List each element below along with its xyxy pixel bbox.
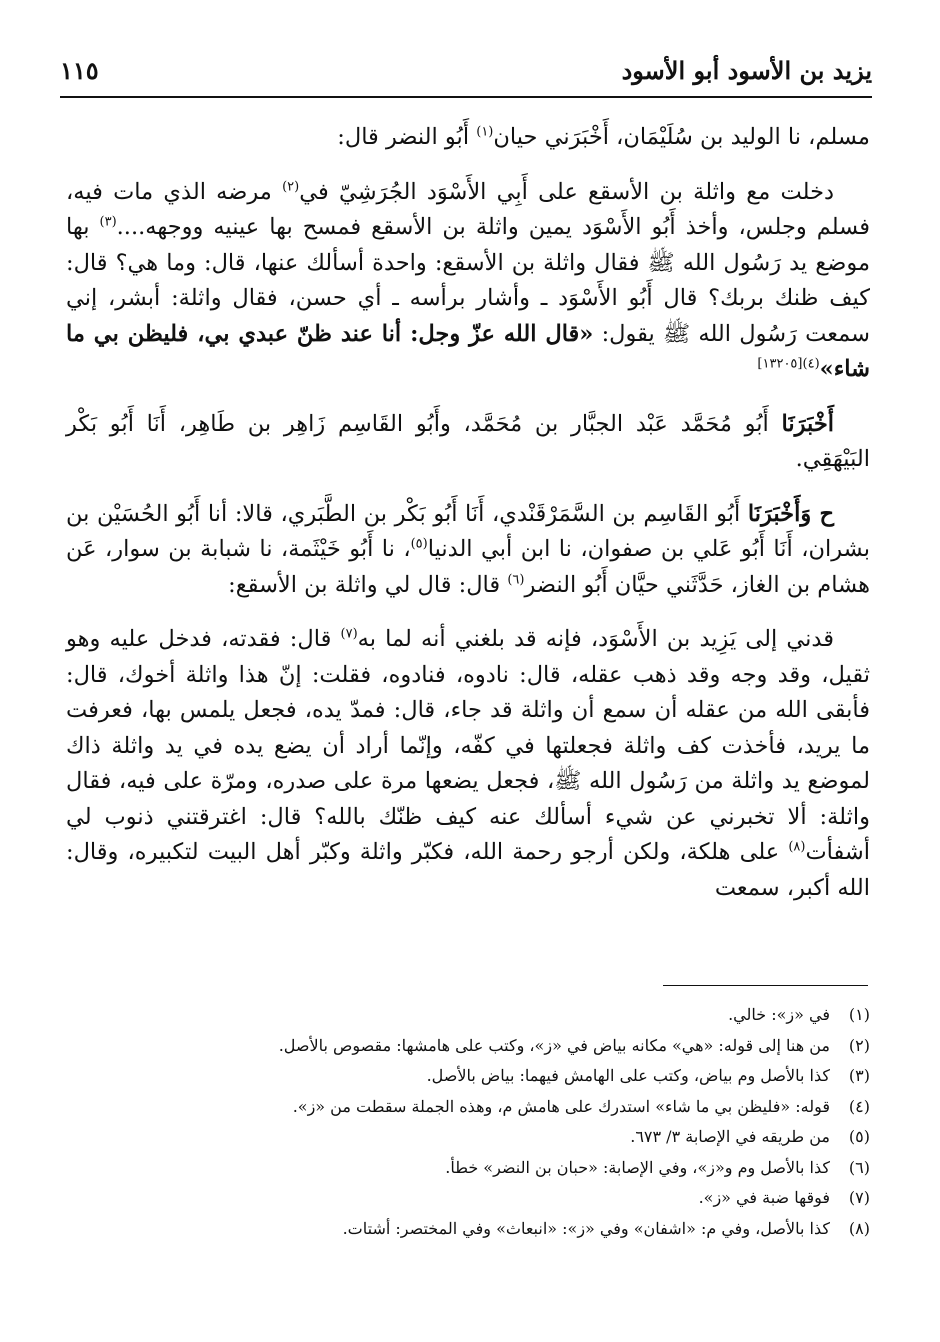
footnote-number: (١) bbox=[848, 1005, 870, 1024]
text-run: على هلكة، ولكن أرجو رحمة الله، فكبّر واثلة وكبّر أهل البيت لتكبيره، وقال: الله أكبر، سمعت bbox=[66, 839, 870, 901]
text-run: قال: قال لي واثلة بن الأسقع: bbox=[228, 571, 508, 598]
footnote-text: كذا بالأصل وم و«ز»، وفي الإصابة: «حبان بن النضر» خطأ. bbox=[445, 1157, 830, 1177]
footnote-ref: [١٣٢٠٥] bbox=[757, 356, 803, 372]
bold-text: ح وَأَخْبَرَنَا bbox=[747, 500, 834, 527]
footnote-ref: (٨) bbox=[788, 839, 806, 855]
text-run: دخلت مع واثلة بن الأسقع على أَبِي الأَسْوَد الجُرَشِيّ في bbox=[299, 178, 835, 205]
paragraph bbox=[66, 175, 870, 388]
footnote-text: كذا بالأصل وم بياض، وكتب على الهامش فيهما: بياض بالأصل. bbox=[426, 1066, 830, 1085]
footnote bbox=[66, 1031, 870, 1062]
bold-text: «قال الله عزّ وجل: أنا عند ظنّ عبدي بي، فليظن بي ما شاء» bbox=[66, 320, 870, 382]
footnote-text: من هنا إلى قوله: «هي» مكانه بياض في «ز»، وكتب على هامشها: مقصوص بالأصل. bbox=[278, 1035, 830, 1055]
footnote-text: من طريقه في الإصابة ٣/ ٦٧٣. bbox=[630, 1127, 830, 1146]
paragraph bbox=[66, 497, 870, 604]
page-number: ١١٥ bbox=[60, 56, 99, 85]
footnote-number: (٤) bbox=[848, 1096, 870, 1116]
text-run: مرضه الذي مات فيه، فسلم وجلس، وأخذ أَبُو الأَسْوَد يمين واثلة بن الأسقع فمسح بها عينيه ووجهه.... bbox=[66, 178, 870, 240]
footnote-ref: (١) bbox=[476, 124, 494, 140]
running-title: يزيد بن الأسود أبو الأسود bbox=[621, 56, 872, 85]
paragraph bbox=[66, 622, 870, 906]
footnote-text: في «ز»: خالي. bbox=[728, 1005, 830, 1024]
footnote-text: قوله: «فليظن بي ما شاء» استدرك على هامش م، وهذه الجملة سقطت من «ز». bbox=[292, 1096, 830, 1116]
footnote bbox=[66, 1122, 870, 1153]
footnote-text: فوقها ضبة في «ز». bbox=[698, 1188, 830, 1207]
footnote-ref: (٣) bbox=[99, 214, 117, 230]
text-run: أَبُو مُحَمَّد عَبْد الجبَّار بن مُحَمَّد، وأَبُو القَاسِم زَاهِر بن طَاهِر، أَنَا أَبُو بَكْر البَيْهَقِي. bbox=[66, 410, 870, 472]
footnote-number: (٥) bbox=[848, 1127, 870, 1146]
footnote bbox=[66, 1000, 870, 1031]
text-run: مسلم، نا الوليد بن سُلَيْمَان، أَخْبَرَني حيان bbox=[493, 124, 870, 150]
footnote-number: (٦) bbox=[848, 1157, 870, 1177]
footnote-number: (٢) bbox=[848, 1035, 870, 1055]
footnotes bbox=[66, 1000, 870, 1244]
footnote-ref: (٢) bbox=[282, 179, 300, 194]
footnote-number: (٧) bbox=[848, 1188, 870, 1207]
text-run: قدني إلى يَزِيد بن الأَسْوَد، فإنه قد بلغني أنه لما به bbox=[357, 626, 834, 652]
paragraph bbox=[66, 407, 870, 478]
footnote-ref: (٧) bbox=[340, 626, 358, 642]
footnote-number: (٨) bbox=[848, 1218, 870, 1238]
text-run: أَبُو القَاسِم بن السَّمَرْقَنْدي، أَنَا أَبُو بَكْر بن الطَّبَري، قالا: أنا أَبُو الحُسَيْن بن بشران، أَنَا أَبُو عَلي بن صفوان، نا ابن أبي الدنيا bbox=[66, 500, 870, 562]
footnote bbox=[66, 1153, 870, 1184]
text-run: أَبُو النضر قال: bbox=[337, 124, 477, 150]
text-run: ، نا أَبُو خَيْثَمة، نا شبابة بن سوار، عَن هشام بن الغاز، حَدَّثَني حيَّان أَبُو النضر bbox=[66, 536, 870, 598]
footnote-ref: (٤) bbox=[802, 356, 820, 372]
footnote-ref: (٥) bbox=[410, 536, 428, 552]
footnote-text: كذا بالأصل، وفي م: «اشفان» وفي «ز»: «انبعاث» وفي المختصر: أشتات. bbox=[342, 1218, 830, 1238]
text-run: قال: فقدته، فدخل عليه وهو ثقيل، وقد وجه وقد ذهب عقله، قال: نادوه، فنادوه، فقلت: إنّ هذا واثلة أخوك، قال: فأبقى الله من عقله أن سمع أن واثلة قد جاء، قال: فمدّ يده، فجعل يلمس بها، فعرفت ما يريد، فأخذت كف واثلة فجعلتها في كفّه، وإنّما أراد أن يضع يده في يد واثلة ذاك لموضع يد واثلة من رَسُول الله ﷺ، فجعل يضعها مرة على صدره، ومرّة على فيه، فقال واثلة: ألا تخبرني عن شيء أسألك عنه كيف ظنّك بالله؟ قال: اغترقتني ذنوب لي أشفأت bbox=[66, 626, 870, 865]
paragraph bbox=[66, 120, 870, 156]
footnote-separator bbox=[663, 985, 868, 986]
footnote-ref: (٦) bbox=[507, 572, 525, 587]
footnote-number: (٣) bbox=[848, 1066, 870, 1085]
footnote bbox=[66, 1061, 870, 1092]
main-text bbox=[66, 120, 870, 925]
page-header bbox=[60, 48, 872, 98]
footnote bbox=[66, 1183, 870, 1214]
bold-text: أَخْبَرَنَا bbox=[781, 410, 834, 437]
text-run: بها موضع يد رَسُول الله ﷺ فقال واثلة بن الأسقع: واحدة أسألك عنها، قال: وما هي؟ قال: كيف ظنك بربك؟ قال أَبُو الأَسْوَد ـ وأشار برأسه ـ أي حسن، فقال واثلة: أبشر، إني سمعت رَسُول الله ﷺ يقول: bbox=[66, 214, 870, 347]
footnote bbox=[66, 1092, 870, 1123]
footnote bbox=[66, 1214, 870, 1245]
